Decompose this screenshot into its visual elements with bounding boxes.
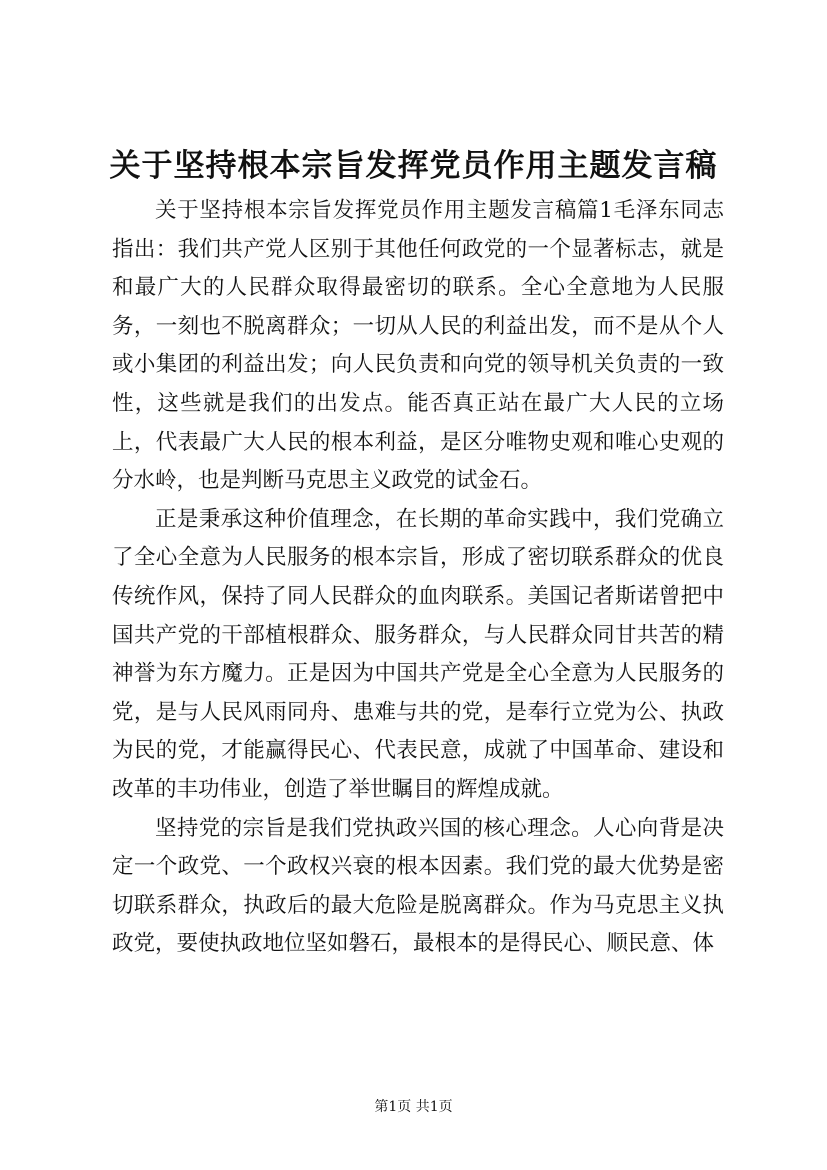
document-title: 关于坚持根本宗旨发挥党员作用主题发言稿: [109, 148, 718, 184]
document-body: [112, 192, 724, 964]
paragraph-3: 坚持党的宗旨是我们党执政兴国的核心理念。人心向背是决定一个政党、一个政权兴衰的根本因素。我们党的最大优势是密切联系群众，执政后的最大危险是脱离群众。作为马克思主义执政党，要使执政地位坚如磐石，最根本的是得民心、顺民意、体: [112, 815, 724, 957]
paragraph-2: 正是秉承这种价值理念，在长期的革命实践中，我们党确立了全心全意为人民服务的根本宗旨，形成了密切联系群众的优良传统作风，保持了同人民群众的血肉联系。美国记者斯诺曾把中国共产党的干部植根群众、服务群众，与人民群众同甘共苦的精神誉为东方魔力。正是因为中国共产党是全心全意为人民服务的党，是与人民风雨同舟、患难与共的党，是奉行立党为公、执政为民的党，才能赢得民心、代表民意，成就了中国革命、建设和改革的丰功伟业，创造了举世瞩目的辉煌成就。: [112, 506, 724, 802]
page-footer: 第1页 共1页: [374, 1099, 453, 1115]
paragraph-1: 关于坚持根本宗旨发挥党员作用主题发言稿篇1毛泽东同志指出：我们共产党人区别于其他任何政党的一个显著标志，就是和最广大的人民群众取得最密切的联系。全心全意地为人民服务，一刻也不脱离群众；一切从人民的利益出发，而不是从个人或小集团的利益出发；向人民负责和向党的领导机关负责的一致性，这些就是我们的出发点。能否真正站在最广大人民的立场上，代表最广大人民的根本利益，是区分唯物史观和唯心史观的分水岭，也是判断马克思主义政党的试金石。: [112, 198, 724, 494]
